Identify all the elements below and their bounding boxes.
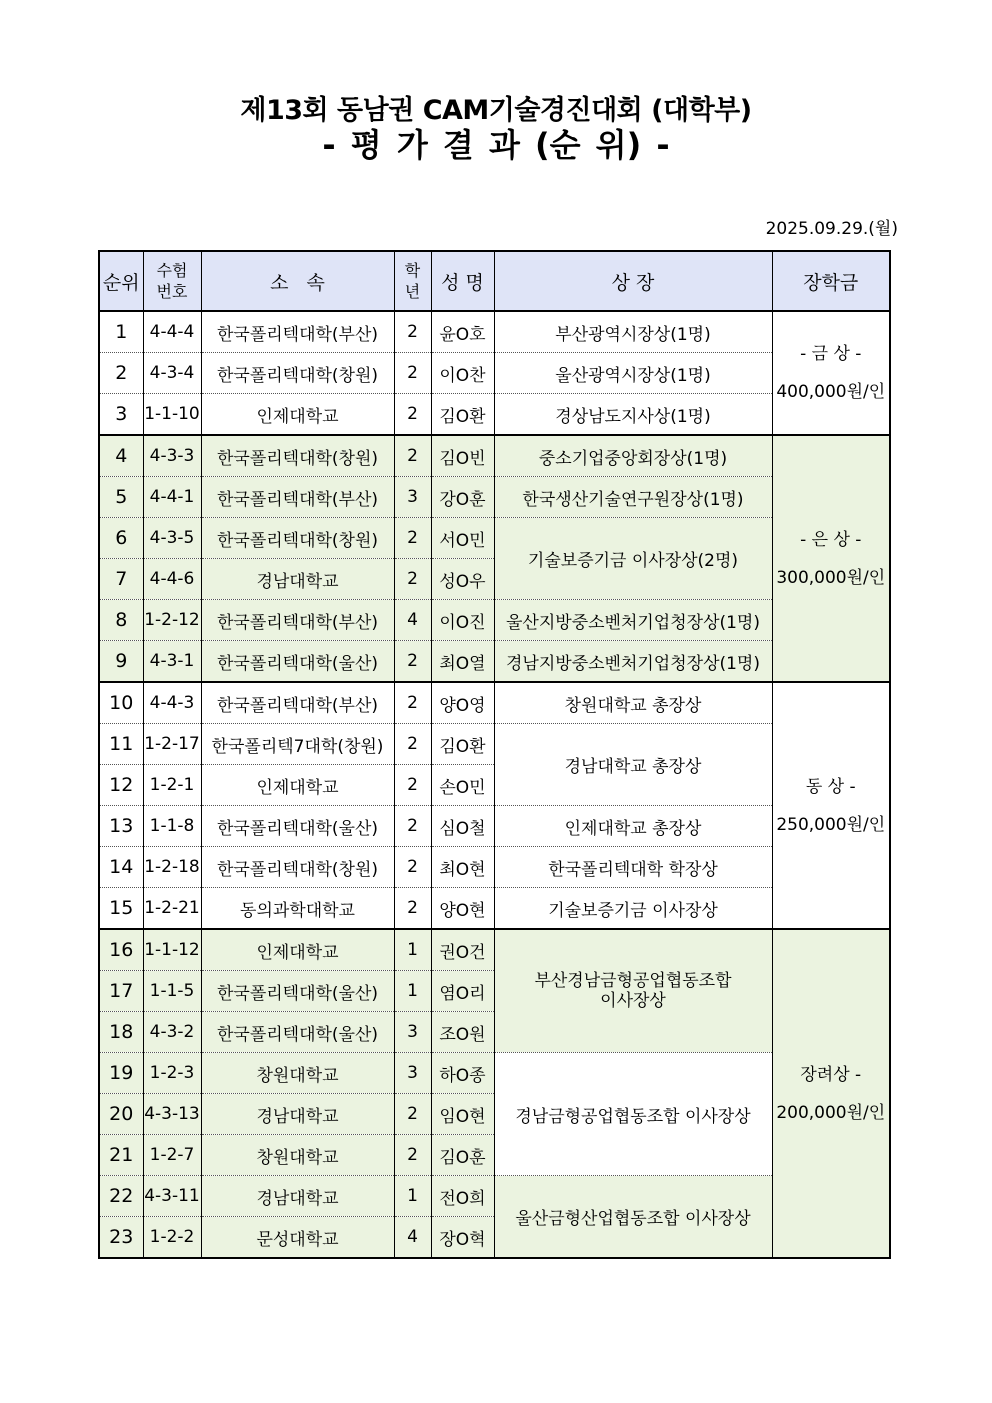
name-cell: 장O혁 [431,1217,494,1259]
affiliation-cell: 한국폴리텍대학(울산) [201,641,394,683]
table-row [99,518,890,559]
name-cell: 김O환 [431,394,494,436]
affiliation-cell: 창원대학교 [201,1135,394,1176]
name-cell: 윤O호 [431,311,494,353]
exam-number-cell: 4-3-2 [143,1012,201,1053]
header-name: 성 명 [431,251,494,311]
table-row [99,477,890,518]
award-cell: 경남지방중소벤처기업청장상(1명) [494,641,772,683]
grade-cell: 2 [394,806,431,847]
grade-cell: 1 [394,929,431,971]
affiliation-cell: 경남대학교 [201,1094,394,1135]
header-rank: 순위 [99,251,143,311]
name-cell: 심O철 [431,806,494,847]
exam-number-cell: 1-1-8 [143,806,201,847]
exam-number-cell: 1-1-10 [143,394,201,436]
award-cell: 울산지방중소벤처기업청장상(1명) [494,600,772,641]
name-cell: 이O진 [431,600,494,641]
rank-cell: 15 [99,888,143,930]
affiliation-cell: 한국폴리텍대학(울산) [201,971,394,1012]
grade-cell: 2 [394,394,431,436]
exam-number-cell: 1-2-1 [143,765,201,806]
rank-cell: 23 [99,1217,143,1259]
exam-number-cell: 4-4-1 [143,477,201,518]
grade-cell: 2 [394,353,431,394]
name-cell: 하O종 [431,1053,494,1094]
grade-cell: 2 [394,435,431,477]
affiliation-cell: 창원대학교 [201,1053,394,1094]
rank-cell: 4 [99,435,143,477]
document-subtitle: - 평 가 결 과 (순 위) - [322,126,670,164]
table-row [99,806,890,847]
affiliation-cell: 한국폴리텍7대학(창원) [201,724,394,765]
affiliation-cell: 한국폴리텍대학(부산) [201,477,394,518]
affiliation-cell: 한국폴리텍대학(창원) [201,847,394,888]
grade-cell: 3 [394,477,431,518]
rank-cell: 18 [99,1012,143,1053]
affiliation-cell: 한국폴리텍대학(부산) [201,600,394,641]
rank-cell: 12 [99,765,143,806]
grade-cell: 1 [394,971,431,1012]
award-cell: 경남대학교 총장상 [494,724,772,806]
rank-cell: 20 [99,1094,143,1135]
document-title: 제13회 동남권 CAM기술경진대회 (대학부) [240,95,752,126]
name-cell: 권O건 [431,929,494,971]
header-award: 상 장 [494,251,772,311]
grade-cell: 2 [394,724,431,765]
exam-number-cell: 4-3-1 [143,641,201,683]
grade-cell: 2 [394,765,431,806]
table-row [99,888,890,930]
award-cell: 중소기업중앙회장상(1명) [494,435,772,477]
prize-cell-encouragement: 장려상 - 200,000원/인 [772,929,890,1258]
header-grade: 학 년 [394,251,431,311]
affiliation-cell: 인제대학교 [201,929,394,971]
table-row [99,311,890,353]
rank-cell: 5 [99,477,143,518]
rank-cell: 10 [99,682,143,724]
name-cell: 김O훈 [431,1135,494,1176]
name-cell: 임O현 [431,1094,494,1135]
name-cell: 서O민 [431,518,494,559]
table-row [99,1176,890,1217]
rank-cell: 13 [99,806,143,847]
name-cell: 양O현 [431,888,494,930]
award-cell: 울산광역시장상(1명) [494,353,772,394]
grade-cell: 2 [394,682,431,724]
exam-number-cell: 4-3-3 [143,435,201,477]
name-cell: 손O민 [431,765,494,806]
table-row [99,394,890,436]
affiliation-cell: 한국폴리텍대학(부산) [201,311,394,353]
name-cell: 성O우 [431,559,494,600]
exam-number-cell: 1-1-12 [143,929,201,971]
exam-number-cell: 1-1-5 [143,971,201,1012]
prize-cell-silver: - 은 상 - 300,000원/인 [772,435,890,682]
exam-number-cell: 4-4-3 [143,682,201,724]
grade-cell: 2 [394,847,431,888]
grade-cell: 4 [394,600,431,641]
exam-number-cell: 4-3-11 [143,1176,201,1217]
exam-number-cell: 4-4-4 [143,311,201,353]
rank-cell: 11 [99,724,143,765]
name-cell: 이O찬 [431,353,494,394]
name-cell: 전O희 [431,1176,494,1217]
award-cell: 울산금형산업협동조합 이사장상 [494,1176,772,1259]
rank-cell: 21 [99,1135,143,1176]
affiliation-cell: 한국폴리텍대학(울산) [201,806,394,847]
exam-number-cell: 1-2-7 [143,1135,201,1176]
exam-number-cell: 1-2-18 [143,847,201,888]
exam-number-cell: 1-2-12 [143,600,201,641]
table-row [99,353,890,394]
award-cell: 부산광역시장상(1명) [494,311,772,353]
exam-number-cell: 1-2-21 [143,888,201,930]
name-cell: 최O열 [431,641,494,683]
award-cell: 한국생산기술연구원장상(1명) [494,477,772,518]
rank-cell: 16 [99,929,143,971]
rank-cell: 14 [99,847,143,888]
affiliation-cell: 한국폴리텍대학(창원) [201,435,394,477]
rank-cell: 1 [99,311,143,353]
name-cell: 김O빈 [431,435,494,477]
rank-cell: 19 [99,1053,143,1094]
header-scholarship: 장학금 [772,251,890,311]
rank-cell: 8 [99,600,143,641]
award-cell: 경남금형공업협동조합 이사장상 [494,1053,772,1176]
affiliation-cell: 한국폴리텍대학(창원) [201,518,394,559]
prize-cell-bronze: 동 상 - 250,000원/인 [772,682,890,929]
award-cell: 경상남도지사상(1명) [494,394,772,436]
grade-cell: 3 [394,1012,431,1053]
award-cell: 인제대학교 총장상 [494,806,772,847]
rank-cell: 9 [99,641,143,683]
award-cell: 기술보증기금 이사장상(2명) [494,518,772,600]
affiliation-cell: 한국폴리텍대학(창원) [201,353,394,394]
document-date: 2025.09.29.(월) [765,219,898,239]
name-cell: 김O환 [431,724,494,765]
grade-cell: 3 [394,1053,431,1094]
affiliation-cell: 한국폴리텍대학(울산) [201,1012,394,1053]
name-cell: 염O리 [431,971,494,1012]
award-cell: 창원대학교 총장상 [494,682,772,724]
affiliation-cell: 문성대학교 [201,1217,394,1259]
grade-cell: 4 [394,1217,431,1259]
exam-number-cell: 1-2-2 [143,1217,201,1259]
award-cell: 기술보증기금 이사장상 [494,888,772,930]
name-cell: 강O훈 [431,477,494,518]
affiliation-cell: 경남대학교 [201,1176,394,1217]
results-table [98,250,891,1259]
award-cell: 부산경남금형공업협동조합 이사장상 [494,929,772,1053]
prize-cell-gold: - 금 상 - 400,000원/인 [772,311,890,435]
award-cell: 한국폴리텍대학 학장상 [494,847,772,888]
table-row [99,847,890,888]
exam-number-cell: 1-2-3 [143,1053,201,1094]
table-row [99,724,890,765]
affiliation-cell: 동의과학대학교 [201,888,394,930]
header-affiliation: 소 속 [201,251,394,311]
table-row [99,641,890,683]
grade-cell: 2 [394,1094,431,1135]
rank-cell: 3 [99,394,143,436]
table-row [99,435,890,477]
affiliation-cell: 인제대학교 [201,394,394,436]
rank-cell: 7 [99,559,143,600]
rank-cell: 2 [99,353,143,394]
grade-cell: 2 [394,559,431,600]
table-row [99,1053,890,1094]
exam-number-cell: 1-2-17 [143,724,201,765]
exam-number-cell: 4-3-4 [143,353,201,394]
name-cell: 양O영 [431,682,494,724]
rank-cell: 6 [99,518,143,559]
grade-cell: 2 [394,1135,431,1176]
header-exam-number: 수험 번호 [143,251,201,311]
table-row [99,600,890,641]
grade-cell: 2 [394,641,431,683]
grade-cell: 1 [394,1176,431,1217]
grade-cell: 2 [394,888,431,930]
exam-number-cell: 4-3-13 [143,1094,201,1135]
affiliation-cell: 인제대학교 [201,765,394,806]
table-row [99,682,890,724]
exam-number-cell: 4-4-6 [143,559,201,600]
exam-number-cell: 4-3-5 [143,518,201,559]
name-cell: 조O원 [431,1012,494,1053]
grade-cell: 2 [394,518,431,559]
rank-cell: 22 [99,1176,143,1217]
grade-cell: 2 [394,311,431,353]
name-cell: 최O현 [431,847,494,888]
table-row [99,929,890,971]
rank-cell: 17 [99,971,143,1012]
header-row [99,251,890,311]
affiliation-cell: 경남대학교 [201,559,394,600]
affiliation-cell: 한국폴리텍대학(부산) [201,682,394,724]
